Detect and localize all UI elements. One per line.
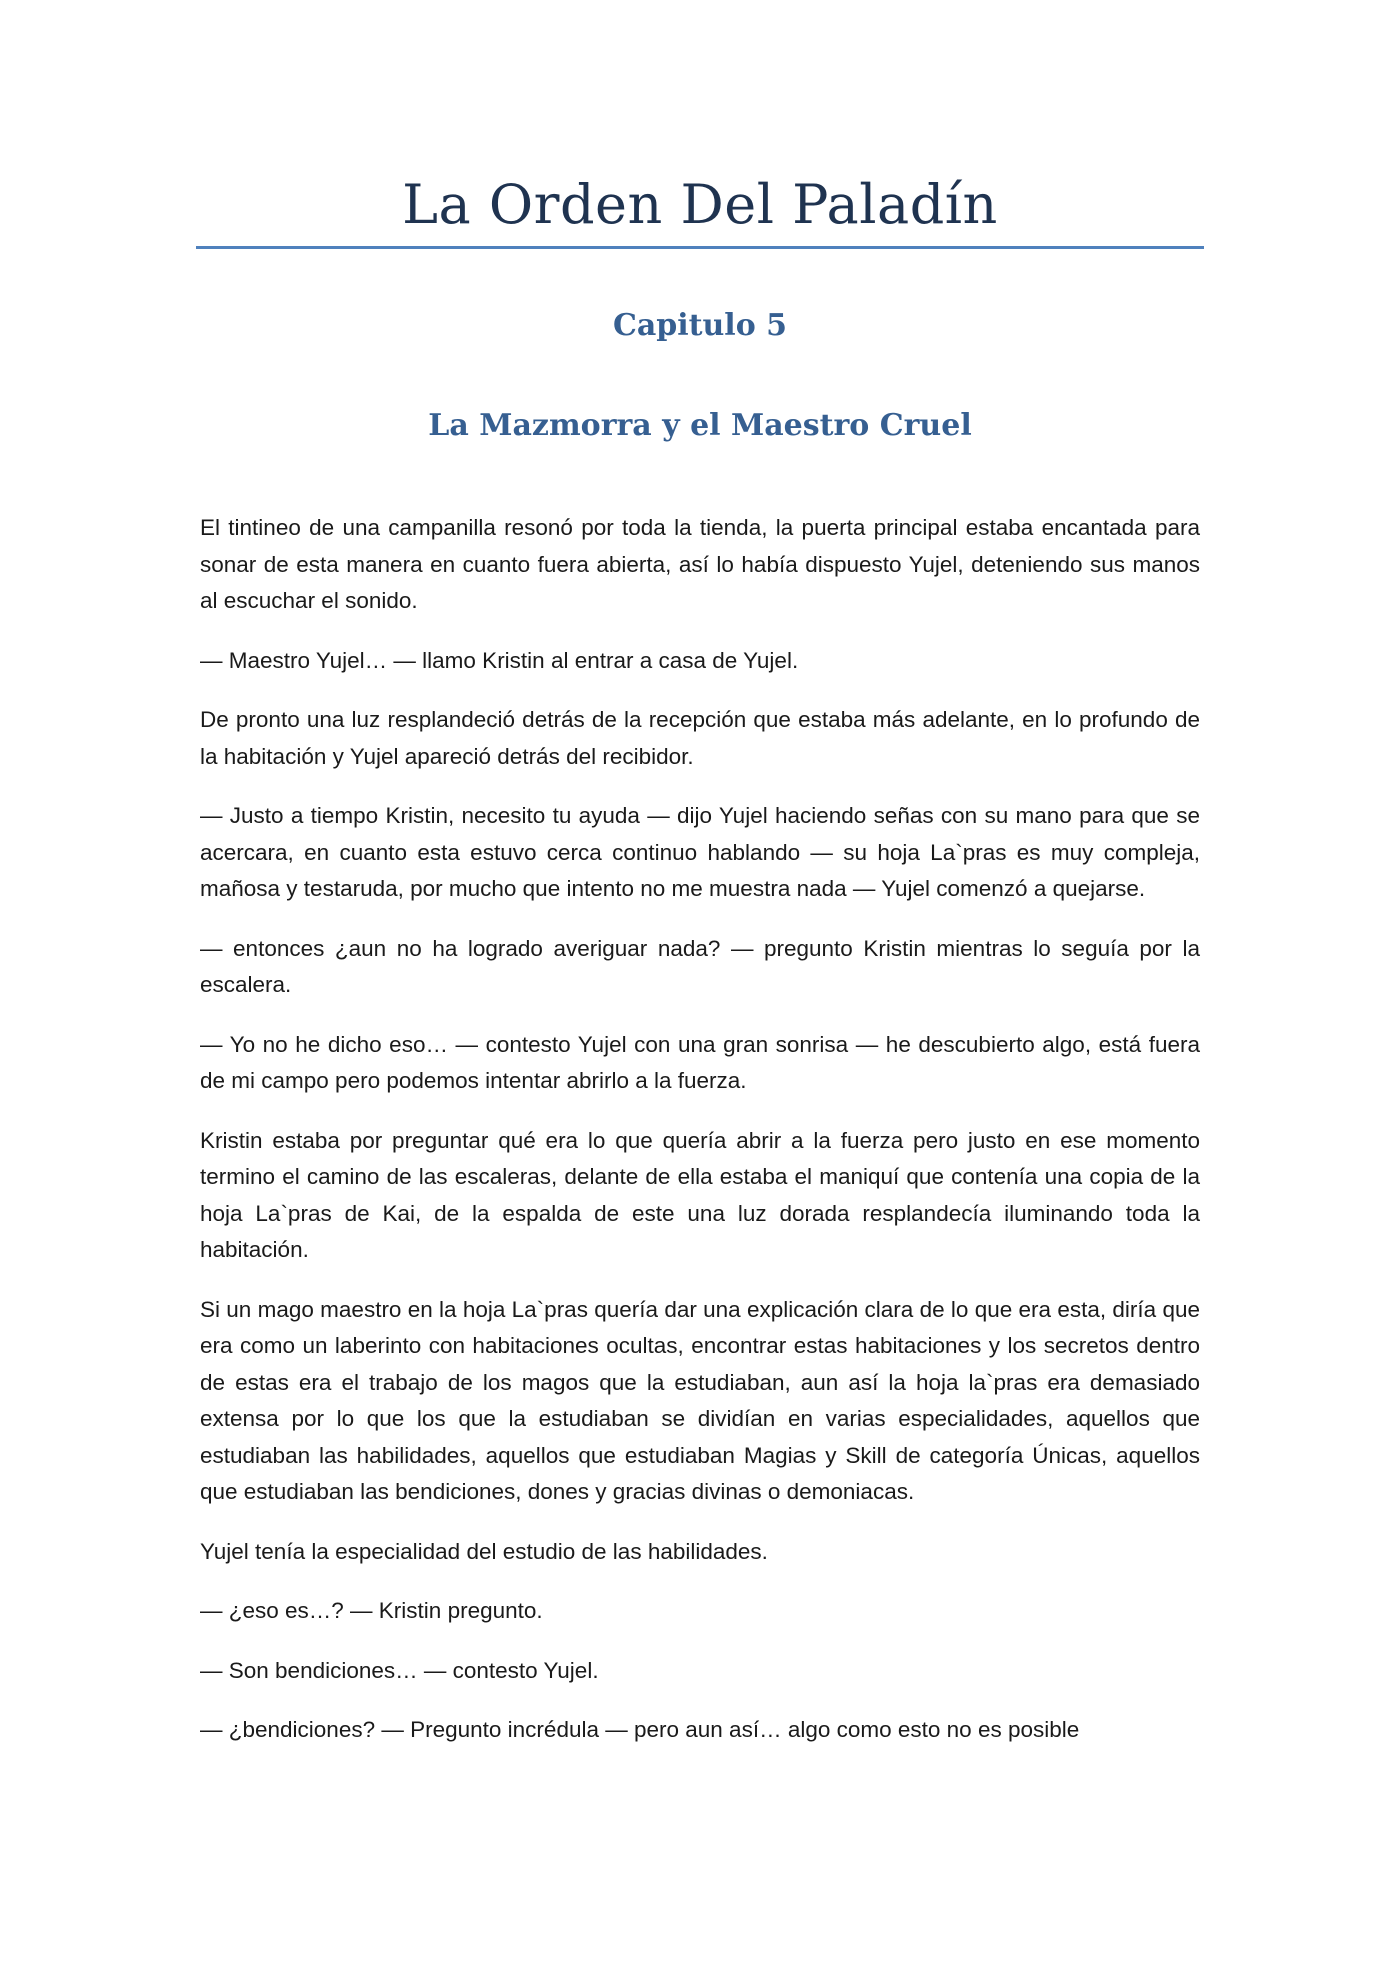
paragraph: De pronto una luz resplandeció detrás de la recepción que estaba más adelante, en lo profundo de la habitación y Yujel apareció detrás del recibidor. <box>200 707 1200 769</box>
title-divider <box>196 246 1204 249</box>
paragraph: — ¿eso es…? — Kristin pregunto. <box>200 1598 543 1623</box>
chapter-subtitle: La Mazmorra y el Maestro Cruel <box>428 408 972 443</box>
paragraph: — Justo a tiempo Kristin, necesito tu ayuda — dijo Yujel haciendo señas con su mano para que se acercara, en cuanto esta estuvo cerca continuo hablando — su hoja La`pras es muy compleja, mañosa y testaruda, por mucho que intento no me muestra nada — Yujel comenzó a quejarse. <box>200 803 1200 901</box>
paragraph: — Son bendiciones… — contesto Yujel. <box>200 1657 599 1683</box>
paragraph: Yujel tenía la especialidad del estudio de las habilidades. <box>200 1538 768 1564</box>
body-text <box>200 510 1200 1772</box>
paragraph: El tintineo de una campanilla resonó por toda la tienda, la puerta principal estaba encantada para sonar de esta manera en cuanto fuera abierta, así lo había dispuesto Yujel, deteniendo sus manos al escuchar el sonido. <box>200 515 1200 613</box>
title-block <box>196 160 1204 250</box>
paragraph: Si un mago maestro en la hoja La`pras quería dar una explicación clara de lo que era esta, diría que era como un laberinto con habitaciones ocultas, encontrar estas habitaciones y los secretos dentro de estas era el trabajo de los magos que la estudiaban, aun así la hoja la`pras era demasiado extensa por lo que los que la estudiaban se dividían en varias especialidades, aquellos que estudiaban las habilidades, aquellos que estudiaban Magias y Skill de categoría Únicas, aquellos que estudiaban las bendiciones, dones y gracias divinas o demoniacas. <box>200 1296 1200 1504</box>
chapter-heading: Capitulo 5 <box>612 308 788 343</box>
paragraph: — Maestro Yujel… — llamo Kristin al entrar a casa de Yujel. <box>200 647 799 673</box>
paragraph: Kristin estaba por preguntar qué era lo que quería abrir a la fuerza pero justo en ese momento termino el camino de las escaleras, delante de ella estaba el maniquí que contenía una copia de la hoja La`pras de Kai, de la espalda de este una luz dorada resplandecía iluminando toda la habitación. <box>200 1127 1200 1262</box>
paragraph: — Yo no he dicho eso… — contesto Yujel con una gran sonrisa — he descubierto algo, está fuera de mi campo pero podemos intentar abrirlo a la fuerza. <box>200 1031 1200 1093</box>
paragraph: — entonces ¿aun no ha logrado averiguar nada? — pregunto Kristin mientras lo seguía por la escalera. <box>200 935 1200 997</box>
document-title: La Orden Del Paladín <box>402 173 998 236</box>
paragraph: — ¿bendiciones? — Pregunto incrédula — pero aun así… algo como esto no es posible <box>200 1717 1080 1742</box>
